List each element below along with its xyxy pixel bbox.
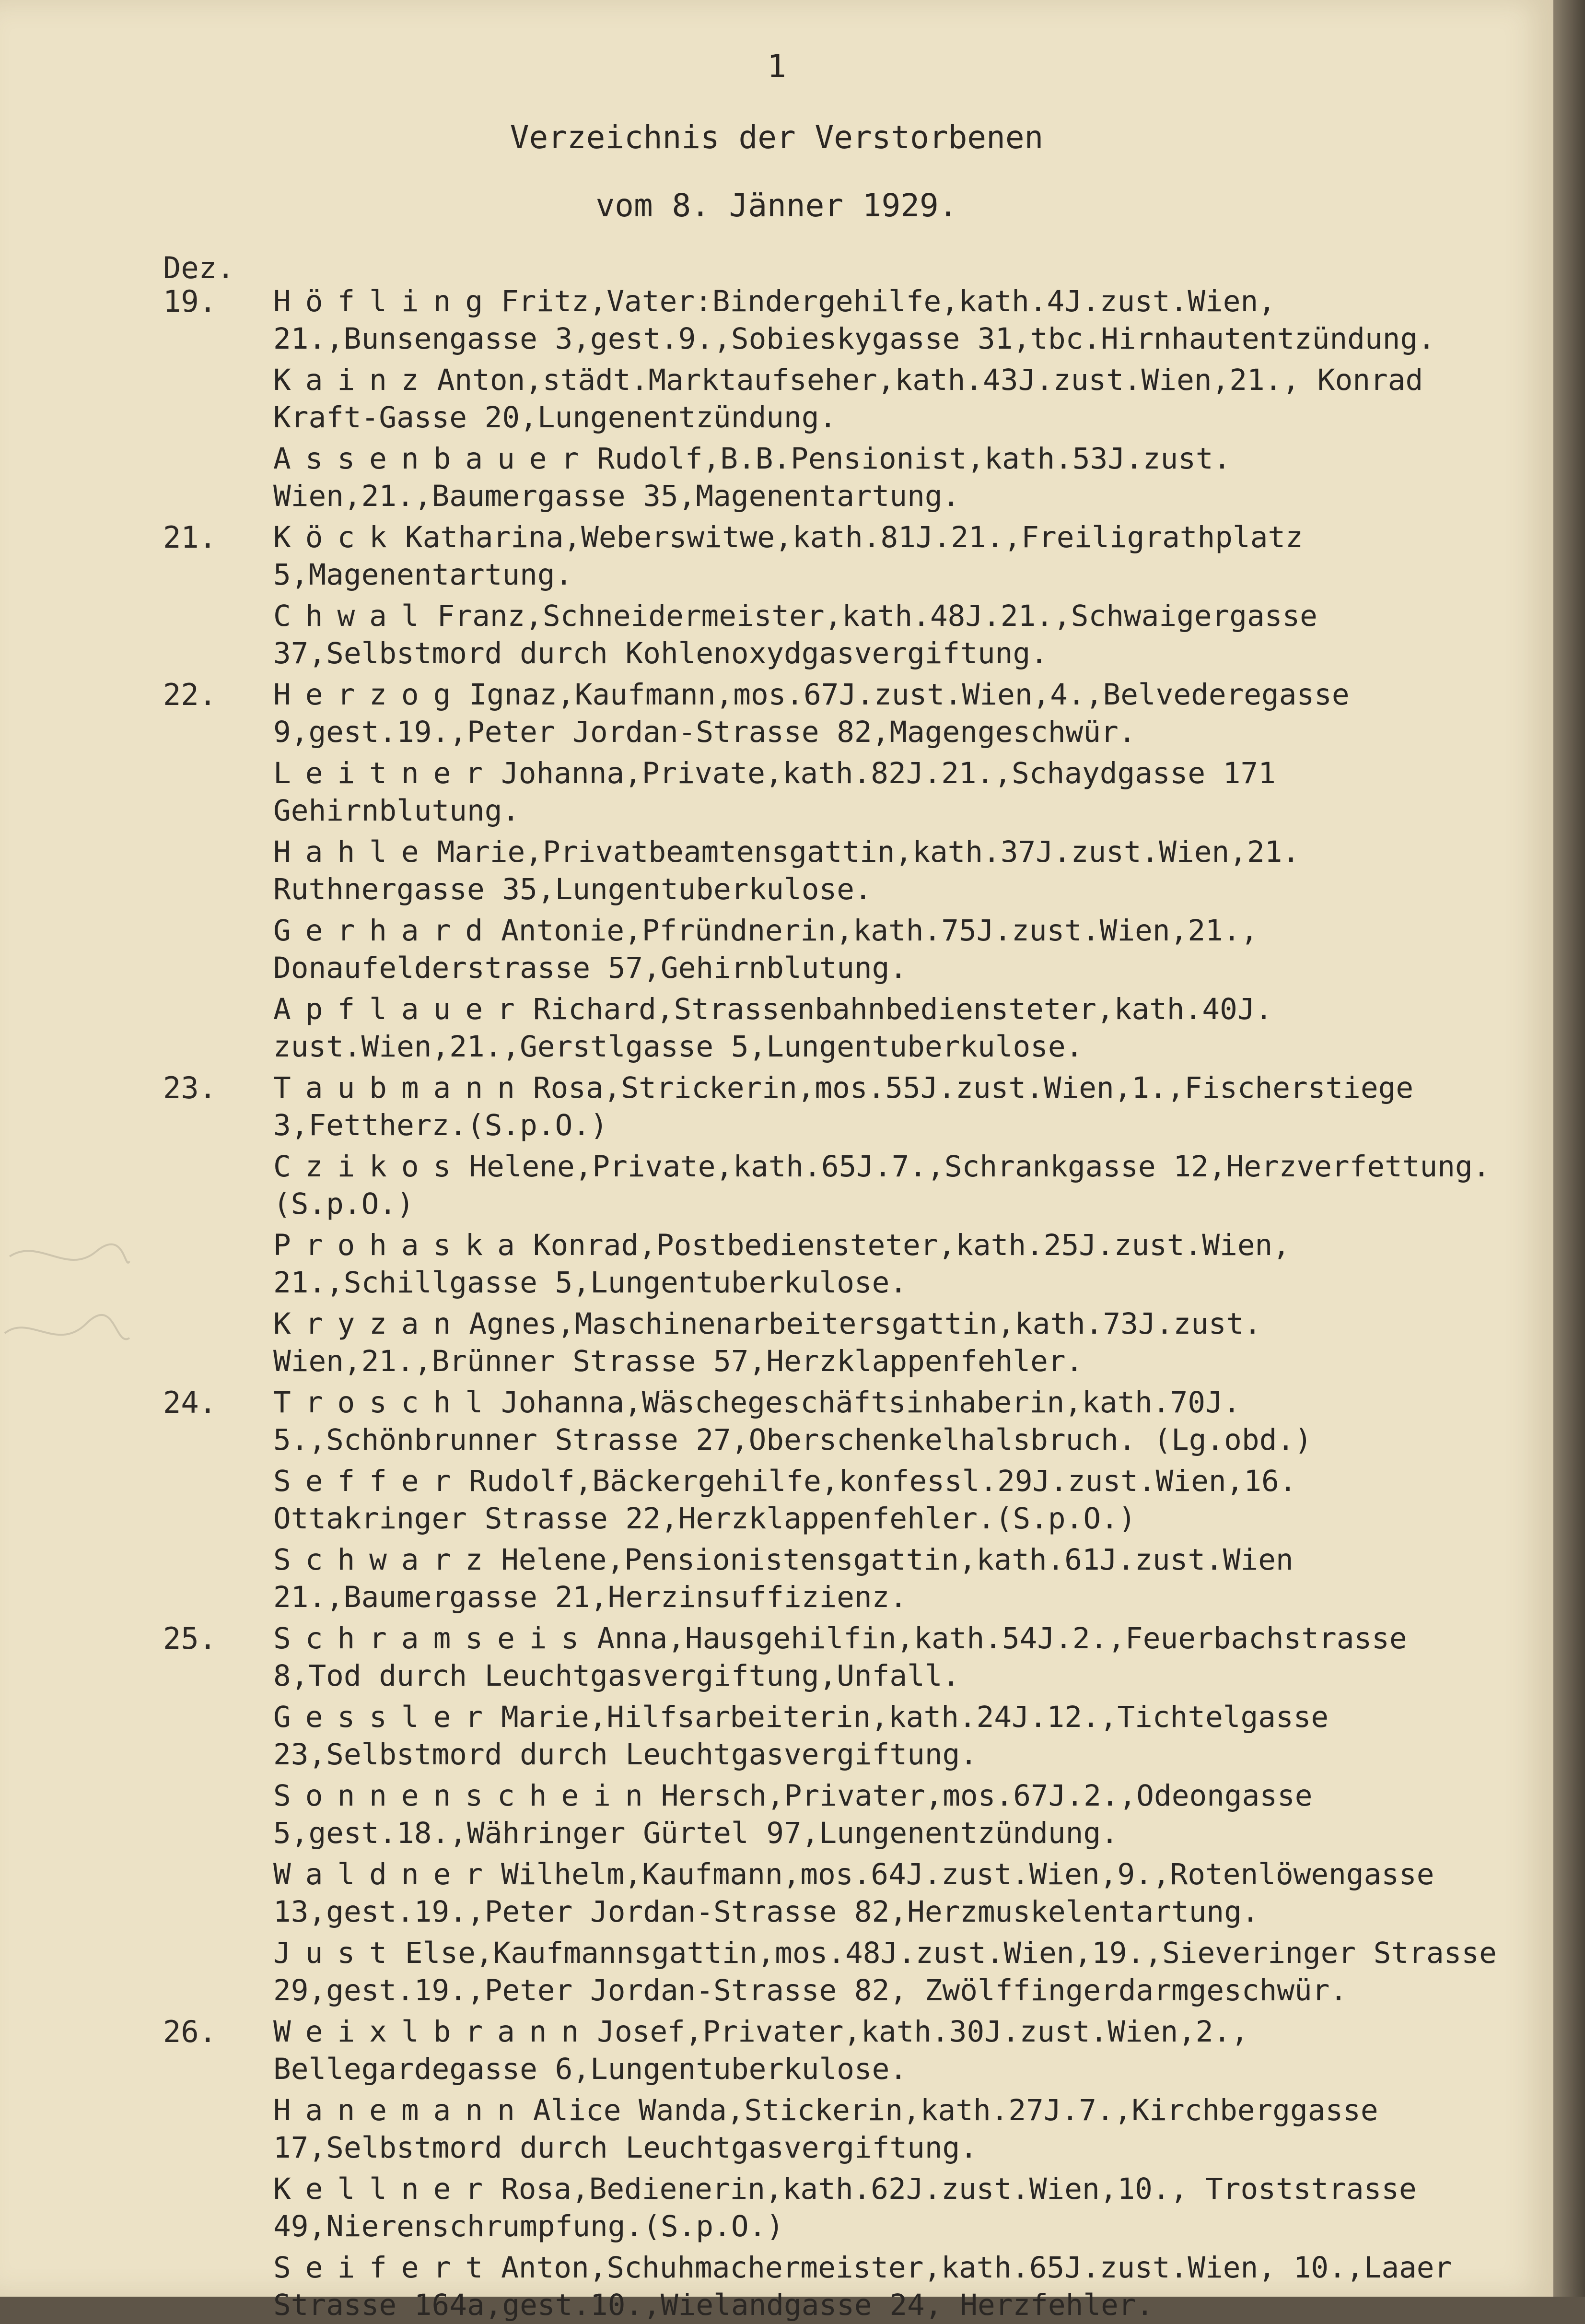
entry-surname: Herzog: [273, 678, 466, 712]
entry-row: [0, 1305, 1553, 1380]
entries-list: [0, 250, 1553, 2322]
entry-surname: Sonnenschein: [273, 1779, 657, 1813]
entry-surname: Kainz: [273, 363, 433, 397]
entry-text: [273, 2013, 1501, 2088]
entry-details: Marie,Hilfsarbeiterin,kath.24J.12.,Tichtelgasse 23,Selbstmord durch Leuchtgasvergiftung.: [273, 1700, 1329, 1772]
entry-details: Josef,Privater,kath.30J.zust.Wien,2., Bellegardegasse 6,Lungentuberkulose.: [273, 2015, 1249, 2086]
entry-surname: Kellner: [273, 2172, 498, 2206]
entry-details: Marie,Privatbeamtensgattin,kath.37J.zust.Wien,21. Ruthnergasse 35,Lungentuberkulose.: [273, 835, 1300, 906]
entry-surname: Prohaska: [273, 1228, 529, 1262]
entry-text: [273, 2092, 1501, 2167]
entry-text: [273, 1463, 1501, 1538]
entry-details: Fritz,Vater:Bindergehilfe,kath.4J.zust.Wien, 21.,Bunsengasse 3,gest.9.,Sobieskygasse 31,tbc.Hirnhautentzündung.: [273, 284, 1435, 356]
entry-details: Agnes,Maschinenarbeitersgattin,kath.73J.zust. Wien,21.,Brünner Strasse 57,Herzklappenfehler.: [273, 1307, 1261, 1378]
entry-row: [0, 519, 1553, 594]
entry-details: Hersch,Privater,mos.67J.2.,Odeongasse 5,gest.18.,Währinger Gürtel 97,Lungenentzündung.: [273, 1779, 1313, 1850]
entry-surname: Seifert: [273, 2251, 498, 2285]
entry-details: Rosa,Bedienerin,kath.62J.zust.Wien,10., Troststrasse 49,Nierenschrumpfung.(S.p.O.): [273, 2172, 1417, 2243]
entry-text: [273, 362, 1501, 436]
entry-surname: Gerhard: [273, 914, 498, 948]
entry-text: [273, 598, 1501, 672]
entry-row: [0, 362, 1553, 436]
entry-text: [273, 1620, 1501, 1695]
entry-row: [0, 1856, 1553, 1931]
entry-row: [0, 1620, 1553, 1695]
entry-details: Richard,Strassenbahnbediensteter,kath.40J. zust.Wien,21.,Gerstlgasse 5,Lungentuberkulose.: [273, 992, 1273, 1064]
entry-surname: Hahle: [273, 835, 433, 869]
entry-text: [273, 1699, 1501, 1773]
entry-text: [273, 440, 1501, 515]
entry-day: 19.: [163, 284, 217, 319]
entry-surname: Seffer: [273, 1464, 466, 1498]
entry-day: 23.: [163, 1070, 217, 1105]
entry-surname: Leitner: [273, 756, 498, 790]
entry-text: [273, 1305, 1501, 1380]
entry-text: [273, 2171, 1501, 2245]
entry-day: 22.: [163, 677, 217, 712]
entry-surname: Schramseis: [273, 1621, 594, 1655]
entry-row: [0, 912, 1553, 987]
entry-text: [273, 1777, 1501, 1852]
entry-row: [0, 2249, 1553, 2324]
entry-surname: Weixlbrann: [273, 2015, 594, 2049]
entry-row: [0, 440, 1553, 515]
entry-surname: Chwal: [273, 599, 433, 633]
entry-details: Anton,Schuhmachermeister,kath.65J.zust.Wien, 10.,Laaer Strasse 164a,gest.10.,Wielandgasse 24, Herzfehler.: [273, 2251, 1452, 2322]
entry-row: [0, 1463, 1553, 1538]
entry-details: Ignaz,Kaufmann,mos.67J.zust.Wien,4.,Belvederegasse 9,gest.19.,Peter Jordan-Strasse 82,Magengeschwür.: [273, 678, 1350, 749]
entry-details: Franz,Schneidermeister,kath.48J.21.,Schwaigergasse 37,Selbstmord durch Kohlenoxydgasvergiftung.: [273, 599, 1317, 670]
entry-text: [273, 283, 1501, 358]
entry-text: [273, 991, 1501, 1066]
entry-day: 24.: [163, 1385, 217, 1420]
entry-text: [273, 676, 1501, 751]
entry-surname: Köck: [273, 520, 401, 554]
entry-surname: Assenbauer: [273, 442, 594, 476]
entry-row: [0, 2092, 1553, 2167]
page-number: 1: [767, 48, 786, 85]
entry-text: [273, 1384, 1501, 1459]
entry-surname: Troschl: [273, 1385, 498, 1420]
entry-details: Alice Wanda,Stickerin,kath.27J.7.,Kirchberggasse 17,Selbstmord durch Leuchtgasvergiftung.: [273, 2093, 1378, 2165]
entry-text: [273, 1148, 1501, 1223]
faded-handwriting-note: [0, 1228, 134, 1410]
entry-row: [0, 1541, 1553, 1616]
entry-text: [273, 1227, 1501, 1302]
entry-row: [0, 991, 1553, 1066]
month-label: Dez.: [163, 250, 235, 285]
entry-row: [0, 1148, 1553, 1223]
entry-surname: Höfling: [273, 284, 498, 318]
entry-surname: Gessler: [273, 1700, 498, 1734]
entry-details: Rudolf,Bäckergehilfe,konfessl.29J.zust.Wien,16. Ottakringer Strasse 22,Herzklappenfehler.(S.p.O.): [273, 1464, 1297, 1536]
entry-details: Helene,Private,kath.65J.7.,Schrankgasse 12,Herzverfettung.(S.p.O.): [273, 1150, 1491, 1221]
entry-row: [0, 1069, 1553, 1144]
entry-details: Helene,Pensionistensgattin,kath.61J.zust.Wien 21.,Baumergasse 21,Herzinsuffizienz.: [273, 1543, 1294, 1614]
entry-day: 25.: [163, 1621, 217, 1656]
entry-row: [0, 833, 1553, 908]
entry-text: [273, 1069, 1501, 1144]
entry-details: Anton,städt.Marktaufseher,kath.43J.zust.Wien,21., Konrad Kraft-Gasse 20,Lungenentzündung.: [273, 363, 1423, 434]
entry-text: [273, 833, 1501, 908]
entry-text: [273, 1935, 1501, 2009]
entry-surname: Kryzan: [273, 1307, 466, 1341]
entry-row: [0, 1227, 1553, 1302]
entry-text: [273, 519, 1501, 594]
entry-text: [273, 1541, 1501, 1616]
entry-text: [273, 2249, 1501, 2324]
entry-details: Rudolf,B.B.Pensionist,kath.53J.zust. Wien,21.,Baumergasse 35,Magenentartung.: [273, 442, 1231, 513]
entry-details: Rosa,Strickerin,mos.55J.zust.Wien,1.,Fischerstiege 3,Fettherz.(S.p.O.): [273, 1071, 1414, 1142]
entry-row: [0, 1935, 1553, 2009]
entry-details: Anna,Hausgehilfin,kath.54J.2.,Feuerbachstrasse 8,Tod durch Leuchtgasvergiftung,Unfall.: [273, 1621, 1407, 1693]
entry-row: [0, 755, 1553, 830]
entry-details: Wilhelm,Kaufmann,mos.64J.zust.Wien,9.,Rotenlöwengasse 13,gest.19.,Peter Jordan-Strasse 82,Herzmuskelentartung.: [273, 1857, 1434, 1929]
entry-surname: Apflauer: [273, 992, 529, 1026]
entry-surname: Hanemann: [273, 2093, 529, 2127]
entry-row: [0, 1777, 1553, 1852]
entry-row: [0, 2171, 1553, 2245]
entry-details: Konrad,Postbediensteter,kath.25J.zust.Wien, 21.,Schillgasse 5,Lungentuberkulose.: [273, 1228, 1290, 1300]
entry-surname: Waldner: [273, 1857, 498, 1891]
entry-row: [0, 283, 1553, 358]
entry-day: 21.: [163, 520, 217, 555]
entry-text: [273, 755, 1501, 830]
entry-details: Katharina,Weberswitwe,kath.81J.21.,Freiligrathplatz 5,Magenentartung.: [273, 520, 1303, 592]
entry-row: [0, 598, 1553, 672]
entry-details: Johanna,Wäschegeschäftsinhaberin,kath.70J. 5.,Schönbrunner Strasse 27,Oberschenkelhalsbruch. (Lg.obd.): [273, 1385, 1312, 1457]
entry-surname: Czikos: [273, 1150, 466, 1184]
entry-row: [0, 1699, 1553, 1773]
entry-details: Antonie,Pfründnerin,kath.75J.zust.Wien,21., Donaufelderstrasse 57,Gehirnblutung.: [273, 914, 1259, 985]
entry-text: [273, 912, 1501, 987]
entry-row: [0, 2013, 1553, 2088]
document-date: vom 8. Jänner 1929.: [595, 187, 958, 224]
scan-edge: [1553, 0, 1585, 2297]
entry-surname: Schwarz: [273, 1543, 498, 1577]
entry-surname: Taubmann: [273, 1071, 529, 1105]
entry-surname: Just: [273, 1936, 401, 1970]
entry-row: [0, 676, 1553, 751]
entry-details: Else,Kaufmannsgattin,mos.48J.zust.Wien,19.,Sieveringer Strasse 29,gest.19.,Peter Jordan-Strasse 82, Zwölffingerdarmgeschwür.: [273, 1936, 1497, 2007]
entry-text: [273, 1856, 1501, 1931]
entry-day: 26.: [163, 2014, 217, 2049]
document-title: Verzeichnis der Verstorbenen: [510, 119, 1044, 156]
entry-row: [0, 1384, 1553, 1459]
entry-details: Johanna,Private,kath.82J.21.,Schaydgasse 171 Gehirnblutung.: [273, 756, 1276, 828]
